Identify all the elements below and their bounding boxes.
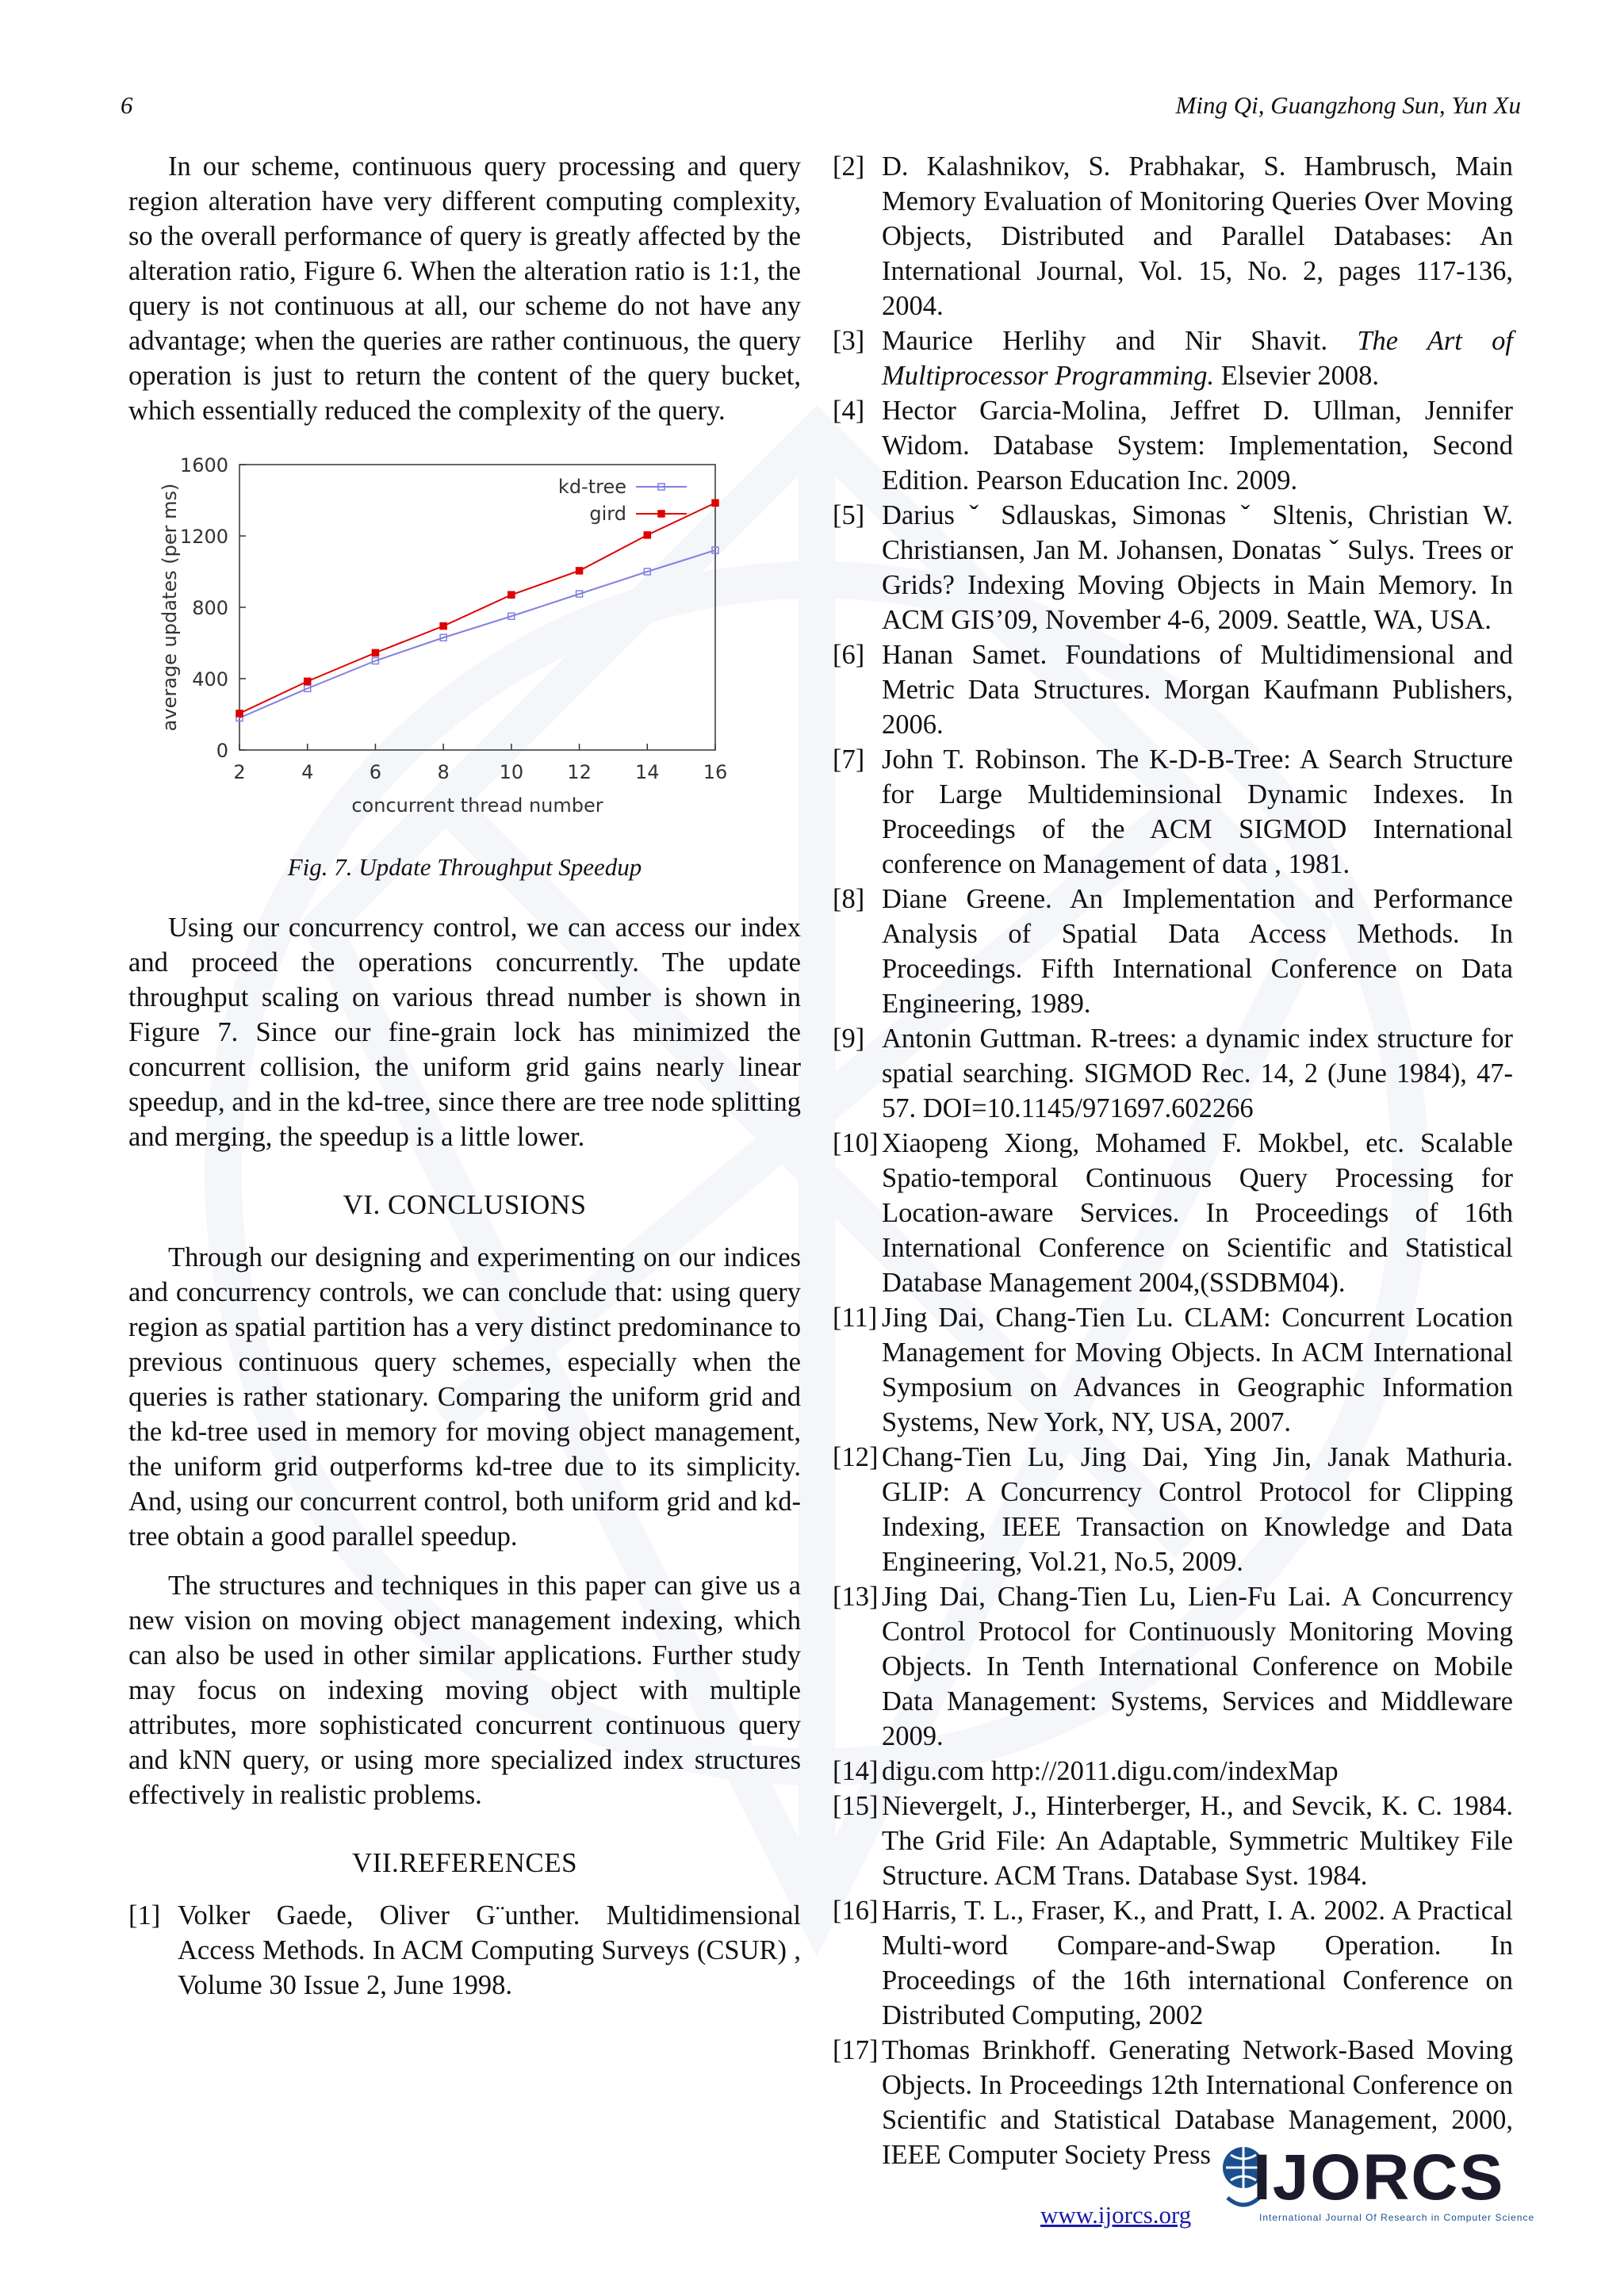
reference-number: [13] [833,1582,879,1612]
reference-number: [10] [833,1128,879,1158]
x-tick-label: 16 [703,761,728,783]
data-point-gird [372,649,378,656]
section-title-conclusions: VI. CONCLUSIONS [343,1189,587,1220]
reference-item [833,149,1513,323]
reference-item [833,742,1513,882]
reference-item [833,1126,1513,1300]
reference-item [833,393,1513,498]
reference-text: Nievergelt, J., Hinterberger, H., and Sevcik, K. C. 1984. The Grid File: An Adaptable, Symmetric Multikey File Structure. ACM Trans. Database Syst. 1984. [882,1791,1513,1891]
legend-label: gird [589,503,626,525]
reference-text: Antonin Guttman. R-trees: a dynamic index structure for spatial searching. SIGMOD Rec. 14, 2 (June 1984), 47-57. DOI=10.1145/971697.602266 [882,1024,1513,1123]
reference-item [833,1789,1513,1893]
section-title-references: VII.REFERENCES [351,1847,578,1878]
x-tick-label: 2 [233,761,246,783]
logo-wordmark: IJORCS [1253,2141,1505,2214]
reference-text: Darius ˇ Sdlauskas, Simonas ˇ Sltenis, Christian W. Christiansen, Jan M. Johansen, Donatas ˇ Sulys. Trees or Grids? Indexing Moving Objects in Main Memory. In ACM GIS’09, November 4-6, 2009. Seattle, WA, USA. [882,500,1513,635]
reference-number: [11] [833,1303,878,1333]
reference-item [833,1021,1513,1126]
data-point-gird [304,678,311,684]
reference-number: [9] [833,1024,865,1054]
reference-item [128,1898,801,2003]
reference-text: D. Kalashnikov, S. Prabhakar, S. Hambrusch, Main Memory Evaluation of Monitoring Queries Over Moving Objects, Distributed and Parallel Databases: An International Journal, Vol. 15, No. 2, pages 117-136, 2004. [882,151,1513,321]
x-tick-label: 4 [301,761,314,783]
x-tick-label: 12 [567,761,592,783]
reference-text [882,323,1513,393]
data-point-gird [712,499,718,506]
reference-number: [3] [833,326,865,356]
reference-number: [8] [833,884,865,914]
reference-item [833,323,1513,393]
page-number: 6 [121,91,133,119]
reference-item [833,1893,1513,2033]
reference-text-part: Elsevier 2008. [1214,361,1380,391]
reference-number: [6] [833,640,865,670]
reference-text: Volker Gaede, Oliver G¨unther. Multidimensional Access Methods. In ACM Computing Surveys (CSUR) , Volume 30 Issue 2, June 1998. [178,1900,801,2000]
reference-number: [5] [833,500,865,530]
reference-number: [12] [833,1442,879,1472]
reference-number: [7] [833,744,865,775]
reference-text: Hector Garcia-Molina, Jeffret D. Ullman, Jennifer Widom. Database System: Implementation, Second Edition. Pearson Education Inc. 2009. [882,396,1513,496]
reference-number: [16] [833,1896,879,1926]
legend-marker [658,511,665,517]
running-header-authors: Ming Qi, Guangzhong Sun, Yun Xu [1175,91,1521,119]
reference-item [833,1440,1513,1579]
references-list [833,149,1513,2172]
reference-item [833,882,1513,1021]
data-point-gird [644,532,650,538]
paragraph-concurrency: Using our concurrency control, we can access our index and proceed the operations concurrently. The update throughput scaling on various thread number is shown in Figure 7. Since our fine-grain lock has minimized the concurrent collision, the uniform grid gains nearly linear speedup, and in the kd-tree, since there are tree node splitting and merging, the speedup is a little lower. [128,913,801,1152]
reference-text: Thomas Brinkhoff. Generating Network-Based Moving Objects. In Proceedings 12th International Conference on Scientific and Statistical Database Management, 2000, IEEE Computer Society Press [882,2035,1513,2170]
reference-text: Xiaopeng Xiong, Mohamed F. Mokbel, etc. Scalable Spatio-temporal Continuous Query Processing for Location-aware Services. In Proceedings of 16th International Conference on Scientific and Statistical Database Management 2004,(SSDBM04). [882,1128,1513,1298]
reference-book-title: The Art of Multiprocessor Programming. [882,326,1513,391]
legend-label: kd-tree [557,476,626,498]
y-axis-label: average updates (per ms) [159,483,181,732]
data-point-gird [576,568,583,574]
reference-number: [14] [833,1756,879,1786]
reference-text: Chang-Tien Lu, Jing Dai, Ying Jin, Janak Mathuria. GLIP: A Concurrency Control Protocol for Clipping Indexing, IEEE Transaction on Knowledge and Data Engineering, Vol.21, No.5, 2009. [882,1442,1513,1577]
reference-number: [1] [128,1900,161,1931]
reference-item [833,1579,1513,1754]
x-tick-label: 14 [635,761,660,783]
reference-text: Jing Dai, Chang-Tien Lu, Lien-Fu Lai. A Concurrency Control Protocol for Continuously Monitoring Moving Objects. In Tenth International Conference on Mobile Data Management: Systems, Services and Middleware 2009. [882,1582,1513,1751]
reference-item [833,1300,1513,1440]
paragraph-conclusions-2: The structures and techniques in this paper can give us a new vision on moving object management indexing, which can also be used in other similar applications. Further study may focus on indexing moving object with multiple attributes, more sophisticated concurrent continuous query and kNN query, or using more specialized index structures effectively in realistic problems. [128,1571,801,1810]
left-column [128,149,801,2003]
x-tick-label: 6 [369,761,382,783]
reference-item [833,637,1513,742]
paragraph-alteration-ratio: In our scheme, continuous query processing and query region alteration have very different computing complexity, so the overall performance of query is greatly affected by the alteration ratio, Figure 6. When the alteration ratio is 1:1, the query is not continuous at all, our scheme do not have any advantage; when the queries are rather continuous, the query operation is just to return the content of the query bucket, which essentially reduced the complexity of the query. [128,151,801,426]
reference-number: [15] [833,1791,879,1821]
y-tick-label: 1200 [179,526,228,548]
figure-caption: Fig. 7. Update Throughput Speedup [287,853,642,881]
x-axis-label: concurrent thread number [351,794,603,817]
data-point-gird [508,591,515,598]
reference-text: Jing Dai, Chang-Tien Lu. CLAM: Concurrent Location Management for Moving Objects. In ACM International Symposium on Advances in Geographic Information Systems, New York, NY, USA, 2007. [882,1303,1513,1437]
plot-frame [239,465,715,750]
reference-text: John T. Robinson. The K-D-B-Tree: A Search Structure for Large Multideminsional Dynamic Indexes. In Proceedings of the ACM SIGMOD International conference on Management of data , 1981. [882,744,1513,879]
reference-text: Harris, T. L., Fraser, K., and Pratt, I. A. 2002. A Practical Multi-word Compare-and-Swap Operation. In Proceedings of the 16th international Conference on Distributed Computing, 2002 [882,1896,1513,2030]
reference-item [833,498,1513,637]
reference-text: digu.com http://2011.digu.com/indexMap [882,1756,1339,1786]
y-tick-label: 0 [216,740,228,762]
logo-subtitle: International Journal Of Research in Computer Science [1259,2212,1535,2223]
reference-number: [2] [833,151,865,182]
reference-text: Diane Greene. An Implementation and Performance Analysis of Spatial Data Access Methods. In Proceedings. Fifth International Conference on Data Engineering, 1989. [882,884,1513,1019]
x-tick-label: 8 [437,761,450,783]
journal-website-link[interactable]: www.ijorcs.org [1040,2201,1192,2229]
x-tick-label: 10 [499,761,524,783]
y-tick-label: 800 [192,597,228,619]
reference-text: Hanan Samet. Foundations of Multidimensional and Metric Data Structures. Morgan Kaufmann Publishers, 2006. [882,640,1513,740]
reference-item [833,1754,1513,1789]
paragraph-conclusions-1: Through our designing and experimenting on our indices and concurrency controls, we can conclude that: using query region as spatial partition has a very distinct predominance to previous continuous query schemes, especially when the queries is rather stationary. Comparing the uniform grid and the kd-tree used in memory for moving object management, the uniform grid outperforms kd-tree due to its simplicity. And, using our concurrent control, both uniform grid and kd-tree obtain a good parallel speedup. [128,1242,801,1552]
figure-7 [128,449,801,845]
reference-number: [4] [833,396,865,426]
y-tick-label: 1600 [179,454,228,476]
data-point-gird [236,710,243,717]
y-tick-label: 400 [192,668,228,691]
throughput-chart [152,449,787,845]
reference-text-part: Maurice Herlihy and Nir Shavit. [882,326,1358,356]
reference-number: [17] [833,2035,879,2065]
data-point-gird [440,623,446,629]
